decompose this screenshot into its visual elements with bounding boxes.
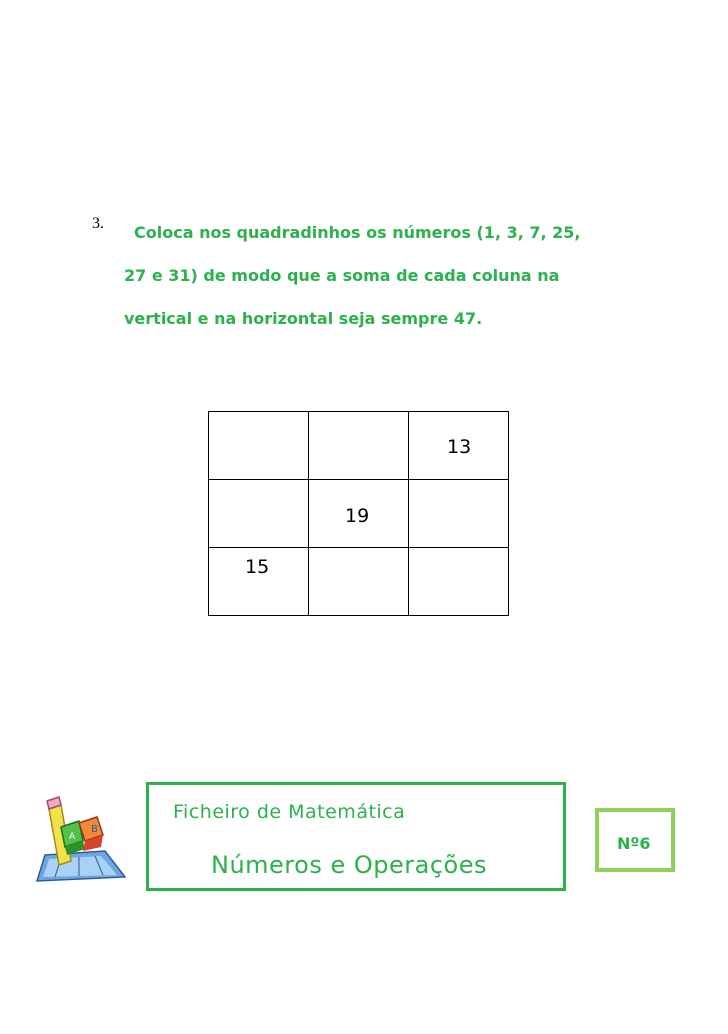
worksheet-number-badge: [595, 808, 675, 872]
grid-row: [209, 548, 509, 616]
svg-text:A: A: [69, 832, 76, 842]
instruction-line-1: Coloca nos quadradinhos os números (1, 3, 7, 25,: [134, 223, 581, 242]
exercise-instruction: [124, 211, 664, 340]
grid-cell[interactable]: [209, 412, 309, 480]
worksheet-subtitle: Números e Operações: [211, 851, 487, 879]
grid-cell[interactable]: [209, 480, 309, 548]
grid-row: [209, 412, 509, 480]
grid-cell-value: 15: [245, 556, 270, 578]
worksheet-title: Ficheiro de Matemática: [173, 801, 406, 823]
instruction-line-3: vertical e na horizontal seja sempre 47.: [124, 309, 483, 328]
grid-cell-value: 19: [345, 505, 370, 527]
instruction-line-2: 27 e 31) de modo que a soma de cada coluna na: [124, 266, 560, 285]
grid-cell[interactable]: [209, 548, 309, 616]
svg-text:B: B: [91, 824, 98, 835]
grid-cell[interactable]: [309, 412, 409, 480]
grid-row: [209, 480, 509, 548]
exercise-number: 3.: [92, 215, 104, 232]
grid-cell[interactable]: [409, 480, 509, 548]
magic-square-grid: [208, 411, 509, 616]
grid-cell[interactable]: [309, 548, 409, 616]
math-blocks-icon: [35, 795, 130, 885]
grid-cell[interactable]: [409, 548, 509, 616]
grid-cell-value: 13: [447, 436, 472, 458]
grid-cell[interactable]: [409, 412, 509, 480]
grid-cell[interactable]: [309, 480, 409, 548]
worksheet-title-box: [146, 782, 566, 891]
worksheet-number: Nº6: [617, 834, 651, 853]
